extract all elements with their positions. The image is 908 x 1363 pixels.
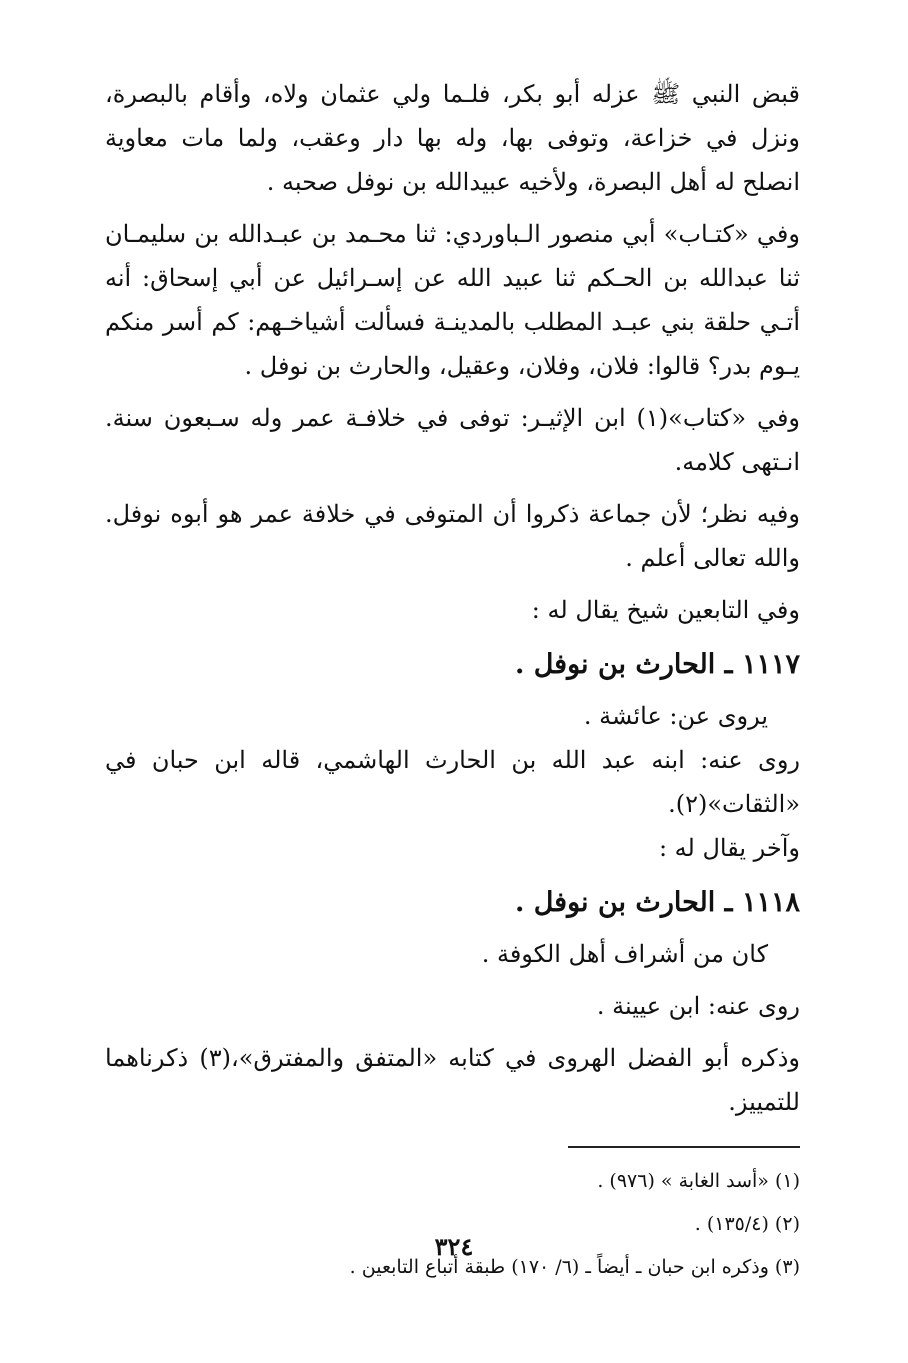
page-body: [105, 72, 800, 1289]
footnote-3: (٣) وذكره ابن حبان ـ أيضاً ـ (٦/ ١٧٠) طبقة أتباع التابعين .: [349, 1256, 800, 1278]
entry-1118-narrated-by: روى عنه: ابن عيينة .: [596, 992, 800, 1020]
entry-1117-heading: ١١١٧ ـ الحارث بن نوفل .: [514, 649, 800, 680]
entry-1117-narrated-by: روى عنه: ابنه عبد الله بن الحارث الهاشمي، قاله ابن حبان في «الثقات»(٢).: [105, 746, 800, 818]
entry-1117-narrates-from: يروى عن: عائشة .: [583, 702, 768, 730]
footnote-2: (٢) (١٣٥/٤) .: [694, 1213, 800, 1235]
paragraph-1: قبض النبي ﷺ عزله أبو بكر، فلـما ولي عثمان ولاه، وأقام بالبصرة، ونزل في خزاعة، وتوفى بها، وله بها دار وعقب، ولما مات معاوية انصلح له أهل البصرة، ولأخيه عبيدالله بن نوفل صحبه .: [105, 80, 800, 196]
entry-1118-description: كان من أشراف أهل الكوفة .: [481, 940, 768, 968]
paragraph-5: وفي التابعين شيخ يقال له :: [531, 596, 800, 624]
entry-1117-another: وآخر يقال له :: [658, 834, 800, 862]
footnote-1: (١) «أسد الغابة » (٩٧٦) .: [597, 1170, 800, 1192]
paragraph-3: وفي «كتاب»(١) ابن الإثيـر: توفى في خلافـة عمر وله سـبعون سنة. انـتهى كلامه.: [105, 404, 801, 476]
entry-1118-mention: وذكره أبو الفضل الهروى في كتابه «المتفق والمفترق»،(٣) ذكرناهما للتمييز.: [105, 1044, 800, 1116]
footnote-divider: [568, 1146, 800, 1148]
paragraph-4: وفيه نظر؛ لأن جماعة ذكروا أن المتوفى في خلافة عمر هو أبوه نوفل. والله تعالى أعلم .: [105, 500, 800, 572]
page-number: ٣٢٤: [434, 1232, 474, 1261]
paragraph-2: وفي «كتـاب» أبي منصور الـباوردي: ثنا محـمد بن عبـدالله بن سليمـان ثنا عبدالله بن الحـكم ثنا عبيد الله عن إسـرائيل عن أبي إسحاق: أنه أتـي حلقة بني عبـد المطلب بالمدينـة فسألت أشياخـهم: كم أسر منكم يـوم بدر؟ قالوا: فلان، وفلان، وعقيل، والحارث بن نوفل .: [105, 220, 800, 380]
entry-1118-heading: ١١١٨ ـ الحارث بن نوفل .: [514, 887, 800, 918]
